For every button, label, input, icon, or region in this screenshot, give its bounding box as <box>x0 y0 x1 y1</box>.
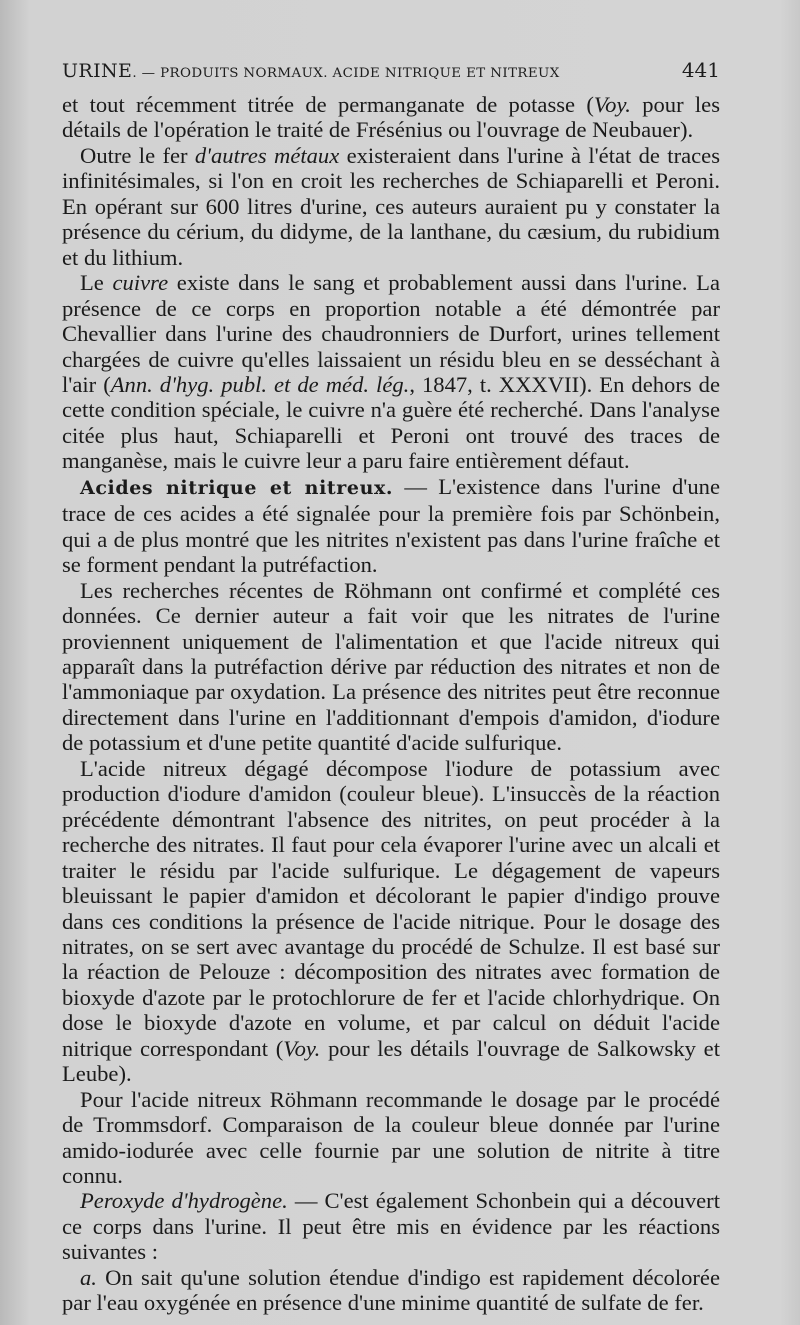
paragraph-3 <box>62 270 720 474</box>
p6-end: pour les détails l'ouvrage de Salkowsky et Leube). <box>62 1035 720 1087</box>
paragraph-5 <box>62 578 720 756</box>
paragraph-9 <box>62 1265 720 1316</box>
running-head-subtitle: . — PRODUITS NORMAUX. ACIDE NITRIQUE ET NITREUX <box>132 66 560 81</box>
p3-end: , 1847, t. XXXVII). En dehors de cette condition spéciale, le cuivre n'a guère été recherché. Dans l'analyse citée plus haut, Schiaparelli et Peroni ont trouvé des traces de manganèse, mais le cuivre leur a paru faire entièrement défaut. <box>62 371 721 474</box>
paragraph-4 <box>62 474 720 578</box>
paragraph-7 <box>62 1087 720 1189</box>
p3-mid: existe dans le sang et probablement aussi dans l'urine. La présence de ce corps en proportion notable a été démontrée par Chevallier dans l'urine des chaudronniers de Durfort, urines tellement chargées de cuivre qu'elles laissaient un résidu bleu en se desséchant à l'air ( <box>62 270 720 397</box>
p1-text: et tout récemment titrée de permanganate de potasse ( <box>62 92 594 117</box>
paragraph-6 <box>62 756 720 1087</box>
p6-text: L'acide nitreux dégagé décompose l'iodure de potassium avec production d'iodure d'amidon (couleur bleue). L'insuccès de la réaction précédente démontrant l'absence des nitrites, on peut procéder à la recherche des nitrates. Il faut pour cela évaporer l'urine avec un alcali et traiter le résidu par l'acide sulfurique. Le dégagement de vapeurs bleuissant le papier d'amidon et décolorant le papier d'indigo prouve dans ces conditions la présence de l'acide nitrique. Pour le dosage des nitrates, on se sert avec avantage du procédé de Schulze. Il est basé sur la réaction de Pelouze : décomposition des nitrates avec formation de bioxyde d'azote par le protochlorure de fer et l'acide chlorhydrique. On dose le bioxyde d'azote en volume, et par calcul on déduit l'acide nitrique correspondant ( <box>62 755 720 1061</box>
p3-start: Le <box>80 270 113 296</box>
p5-text: Les recherches récentes de Röhmann ont confirmé et complété ces données. Ce dernier auteur a fait voir que les nitrates de l'urine proviennent uniquement de l'alimentation et que l'acide nitreux qui apparaît dans la putréfaction dérive par réduction des nitrates et non de l'ammoniaque par oxydation. La présence des nitrites peut être reconnue directement dans l'urine en l'additionnant d'empois d'amidon, d'iodure de potassium et d'une petite quantité d'acide sulfurique. <box>62 577 720 756</box>
p2-start: Outre le fer <box>80 142 195 168</box>
section-heading-peroxyde: Peroxyde d'hydrogène. <box>80 1188 288 1214</box>
paragraph-8 <box>62 1188 720 1264</box>
paragraph-2 <box>62 143 720 270</box>
running-head-title: URINE <box>62 60 133 82</box>
section-heading-acides: Acides nitrique et nitreux. <box>80 476 394 499</box>
p3-citation: Ann. d'hyg. publ. et de méd. lég. <box>110 371 410 397</box>
paragraph-1 <box>62 92 720 143</box>
body-text <box>62 92 720 1316</box>
p2-end: existeraient dans l'urine à l'état de traces infinitésimales, si l'on en croit les recherches de Schiaparelli et Peroni. En opérant sur 600 litres d'urine, ces auteurs auraient pu y constater la présence du cérium, du didyme, de la lanthane, du cæsium, du rubidium et du lithium. <box>62 142 720 270</box>
p9-label: a. <box>80 1264 97 1290</box>
page-number: 441 <box>681 58 720 82</box>
p2-italic: d'autres métaux <box>194 142 340 168</box>
p9-text: On sait qu'une solution étendue d'indigo est rapidement décolorée par l'eau oxygénée en présence d'une minime quantité de sulfate de fer. <box>62 1264 720 1316</box>
p7-text: Pour l'acide nitreux Röhmann recommande le dosage par le procédé de Trommsdorf. Comparaison de la couleur bleue donnée par l'urine amido-iodurée avec celle fournie par une solution de nitrite à titre connu. <box>62 1086 720 1189</box>
page-header <box>62 58 720 90</box>
p4-text: — L'existence dans l'urine d'une trace de ces acides a été signalée pour la première fois par Schönbein, qui a de plus montré que les nitrites n'existent pas dans l'urine fraîche et se forment pendant la putréfaction. <box>62 473 720 578</box>
p3-italic: cuivre <box>112 270 169 296</box>
p1-voy: Voy. <box>593 92 631 117</box>
p1-end: pour les détails de l'opération le traité de Frésénius ou l'ouvrage de Neubauer). <box>62 92 721 143</box>
p6-voy: Voy. <box>283 1035 321 1061</box>
running-head <box>62 60 560 82</box>
p8-text: — C'est également Schonbein qui a découvert ce corps dans l'urine. Il peut être mis en évidence par les réactions suivantes : <box>62 1188 720 1265</box>
